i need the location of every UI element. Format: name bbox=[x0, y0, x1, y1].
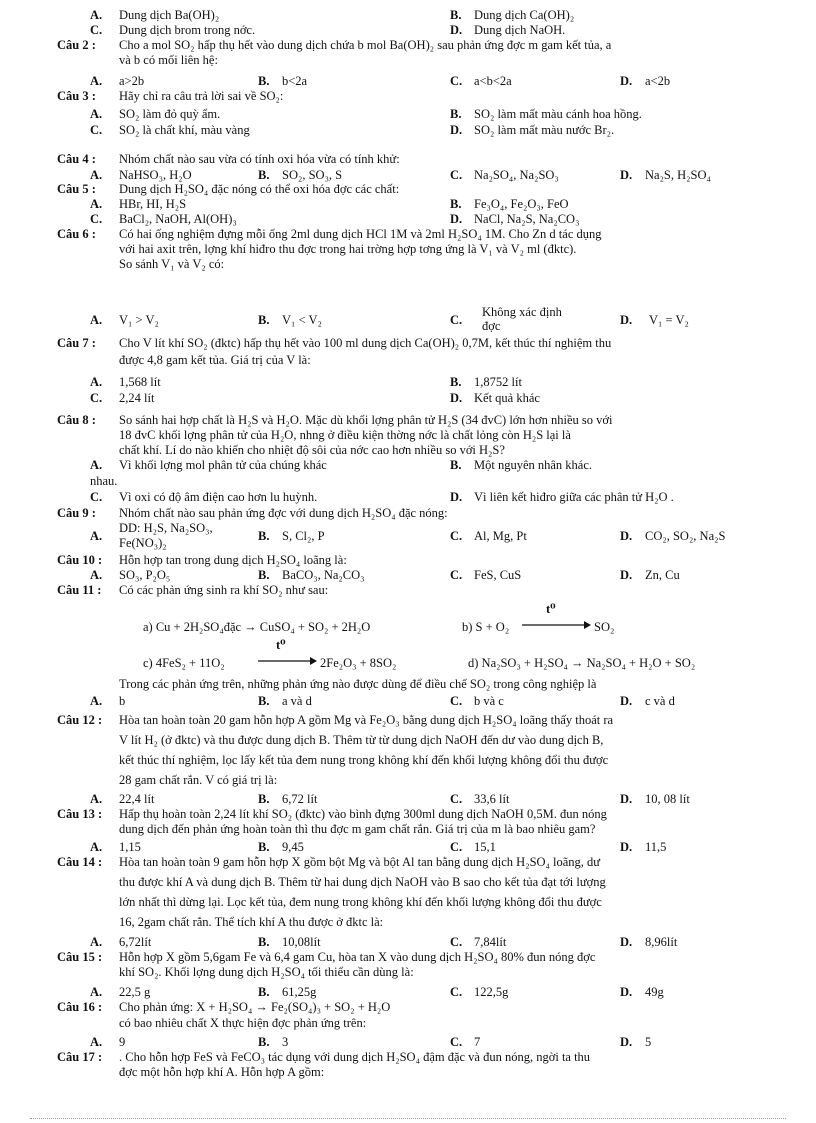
option-text: SO₂ là chất khí, màu vàng bbox=[119, 123, 250, 137]
option-label: B. bbox=[258, 694, 270, 708]
option-label: C. bbox=[450, 1035, 463, 1049]
option-text: SO₂, SO₃, S bbox=[282, 168, 343, 182]
option-text: BaCl₂, NaOH, Al(OH)₃ bbox=[119, 212, 237, 226]
question-text: được 4,8 gam kết tủa. Giá trị của V là: bbox=[119, 353, 311, 367]
option-label: D. bbox=[620, 568, 633, 582]
question-text: và b có mối liên hệ: bbox=[119, 53, 218, 67]
question-text: đợc một hỗn hợp khí A. Hỗn hợp A gồm: bbox=[119, 1065, 325, 1079]
option-text: a<2b bbox=[645, 74, 671, 88]
option-label: B. bbox=[258, 313, 270, 327]
option-label: A. bbox=[90, 168, 103, 182]
question-text: Hòa tan hoàn toàn 9 gam hỗn hợp X gồm bột Mg và bột Al tan bằng dung dịch H₂SO₄ loãng, dư bbox=[119, 855, 601, 869]
question-text: So sánh V₁ và V₂ có: bbox=[119, 257, 225, 271]
option-label: A. bbox=[90, 568, 103, 582]
option-label: B. bbox=[258, 1035, 270, 1049]
option-text: 1,568 lít bbox=[119, 375, 161, 389]
question-text: Hỗn hợp tan trong dung dịch H₂SO₄ loãng là: bbox=[119, 553, 347, 567]
question-number: Câu 17 : bbox=[57, 1050, 103, 1064]
option-text: S, Cl₂, P bbox=[282, 529, 325, 543]
option-text: SO₃, P₂O₅ bbox=[119, 568, 171, 582]
option-text: 5 bbox=[645, 1035, 652, 1049]
option-label: B. bbox=[258, 840, 270, 854]
option-label: A. bbox=[90, 107, 103, 121]
option-text: FeS, CuS bbox=[474, 568, 522, 582]
option-text: Không xác định bbox=[482, 305, 562, 319]
option-text: Al, Mg, Pt bbox=[474, 529, 527, 543]
option-text: 6,72 lít bbox=[282, 792, 318, 806]
option-label: C. bbox=[450, 168, 463, 182]
option-label: D. bbox=[450, 123, 463, 137]
question-text: với hai axit trên, lợng khí hiđro thu đợc trong hai trờng hợp tơng ứng là V₁ và V₂ ml (đktc). bbox=[119, 242, 577, 256]
option-label: B. bbox=[258, 985, 270, 999]
option-label: C. bbox=[450, 694, 463, 708]
option-text: a>2b bbox=[119, 74, 145, 88]
option-text: a và d bbox=[282, 694, 312, 708]
option-label: D. bbox=[620, 840, 633, 854]
option-text: Fe₃O₄, Fe₂O₃, FeO bbox=[474, 197, 569, 211]
question-number: Câu 6 : bbox=[57, 227, 96, 241]
option-text: Vì liên kết hiđro giữa các phân tử H₂O . bbox=[474, 490, 674, 504]
option-label: D. bbox=[620, 168, 633, 182]
option-label: C. bbox=[450, 529, 463, 543]
option-label: A. bbox=[90, 1035, 103, 1049]
option-label: B. bbox=[258, 935, 270, 949]
question-number: Câu 2 : bbox=[57, 38, 96, 52]
question-number: Câu 5 : bbox=[57, 182, 96, 196]
option-label: C. bbox=[450, 792, 463, 806]
option-text: NaCl, Na₂S, Na₂CO₃ bbox=[474, 212, 580, 226]
option-label: B. bbox=[258, 74, 270, 88]
option-text: Dung dịch NaOH. bbox=[474, 23, 566, 37]
option-text: Zn, Cu bbox=[645, 568, 680, 582]
option-text: 1,8752 lít bbox=[474, 375, 522, 389]
question-text: Hòa tan hoàn toàn 20 gam hỗn hợp A gồm Mg và Fe₂O₃ bằng dung dịch H₂SO₄ loãng thấy thoát ra bbox=[119, 713, 614, 727]
equation-b: b) S + O₂ bbox=[462, 620, 510, 634]
option-label: A. bbox=[90, 197, 103, 211]
option-text: Một nguyên nhân khác. bbox=[474, 458, 593, 472]
option-text: 15,1 bbox=[474, 840, 496, 854]
question-text: Hấp thụ hoàn toàn 2,24 lít khí SO₂ (đktc) vào bình đựng 300ml dung dịch NaOH 0,5M. đun nóng bbox=[119, 807, 607, 821]
question-text: Nhóm chất nào sau vừa có tính oxi hóa vừa có tính khử: bbox=[119, 152, 400, 166]
option-text: V₁ = V₂ bbox=[649, 313, 689, 327]
option-text: Vì khối lợng mol phân tử của chúng khác bbox=[119, 458, 327, 472]
option-text: Dung dịch brom trong nớc. bbox=[119, 23, 256, 37]
option-text: 6,72lít bbox=[119, 935, 152, 949]
option-label: D. bbox=[620, 985, 633, 999]
option-label: D. bbox=[450, 23, 463, 37]
option-text: Vì oxi có độ âm điện cao hơn lu huỳnh. bbox=[119, 490, 318, 504]
question-number: Câu 3 : bbox=[57, 89, 96, 103]
heating-label: t⁰ bbox=[546, 602, 556, 616]
option-label: B. bbox=[258, 568, 270, 582]
question-text: 16, 2gam chất rắn. Thể tích khí A thu được ở đktc là: bbox=[119, 915, 384, 929]
option-label: D. bbox=[620, 529, 633, 543]
option-label: B. bbox=[450, 458, 462, 472]
question-number: Câu 11 : bbox=[57, 583, 102, 597]
option-text: Na₂S, H₂SO₄ bbox=[645, 168, 711, 182]
option-text: SO₂ làm mất màu cánh hoa hồng. bbox=[474, 107, 642, 121]
option-text: 9,45 bbox=[282, 840, 304, 854]
option-label: A. bbox=[90, 985, 103, 999]
option-label: B. bbox=[258, 529, 270, 543]
option-label: D. bbox=[450, 391, 463, 405]
question-number: Câu 16 : bbox=[57, 1000, 103, 1014]
option-text: 7,84lít bbox=[474, 935, 507, 949]
question-text: có bao nhiêu chất X thực hiện đợc phản ứng trên: bbox=[119, 1016, 367, 1030]
question-number: Câu 15 : bbox=[57, 950, 103, 964]
question-number: Câu 8 : bbox=[57, 413, 96, 427]
option-label: B. bbox=[450, 375, 462, 389]
option-text: đợc bbox=[482, 319, 501, 333]
question-text: Cho V lít khí SO₂ (đktc) hấp thụ hết vào 100 ml dung dịch Ca(OH)₂ 0,7M, kết thúc thí nghiệm thu bbox=[119, 336, 612, 350]
question-number: Câu 9 : bbox=[57, 506, 96, 520]
question-text: Có hai ống nghiệm đựng mỗi ống 2ml dung dịch HCl 1M và 2ml H₂SO₄ 1M. Cho Zn d tác dụng bbox=[119, 227, 602, 241]
option-text: 10,08lít bbox=[282, 935, 321, 949]
option-text: NaHSO₃, H₂O bbox=[119, 168, 192, 182]
option-text: 22,5 g bbox=[119, 985, 151, 999]
option-text: c và d bbox=[645, 694, 675, 708]
option-label: C. bbox=[450, 985, 463, 999]
question-text: chất khí. Lí do nào khiến cho nhiệt độ sôi của nớc cao hơn nhiều so với H₂S? bbox=[119, 443, 505, 457]
option-text: SO₂ làm đỏ quỳ ẩm. bbox=[119, 107, 221, 121]
question-text: . Cho hỗn hợp FeS và FeCO₃ tác dụng với dung dịch H₂SO₄ đậm đặc và đun nóng, ngời ta thu bbox=[119, 1050, 591, 1064]
option-text: b bbox=[119, 694, 126, 708]
question-text: khí SO₂. Khối lợng dung dịch H₂SO₄ tối thiểu cần dùng là: bbox=[119, 965, 414, 979]
option-text: 2,24 lít bbox=[119, 391, 155, 405]
option-label: C. bbox=[450, 74, 463, 88]
question-number: Câu 10 : bbox=[57, 553, 103, 567]
option-label: A. bbox=[90, 935, 103, 949]
option-label: B. bbox=[258, 168, 270, 182]
option-label: D. bbox=[620, 1035, 633, 1049]
option-text: a<b<2a bbox=[474, 74, 512, 88]
option-text: Dung dịch Ba(OH)₂ bbox=[119, 8, 220, 22]
option-text: CO₂, SO₂, Na₂S bbox=[645, 529, 726, 543]
question-text: thu được khí A và dung dịch B. Thêm từ hai dung dịch NaOH vào B sao cho kết tủa đạt tới lượng bbox=[119, 875, 606, 889]
option-label: D. bbox=[620, 74, 633, 88]
option-text: 1,15 bbox=[119, 840, 141, 854]
question-text: Cho a mol SO₂ hấp thụ hết vào dung dịch chứa b mol Ba(OH)₂ sau phản ứng đợc m gam kết tủa, a bbox=[119, 38, 612, 52]
option-label: C. bbox=[90, 23, 103, 37]
option-text: 33,6 lít bbox=[474, 792, 510, 806]
option-text: b<2a bbox=[282, 74, 308, 88]
option-label: A. bbox=[90, 313, 103, 327]
option-label: D. bbox=[450, 212, 463, 226]
option-label: A. bbox=[90, 8, 103, 22]
option-label: A. bbox=[90, 792, 103, 806]
option-text: 8,96lít bbox=[645, 935, 678, 949]
option-label: C. bbox=[450, 935, 463, 949]
option-label: A. bbox=[90, 840, 103, 854]
option-text: BaCO₃, Na₂CO₃ bbox=[282, 568, 365, 582]
option-text: b và c bbox=[474, 694, 504, 708]
option-text: SO₂ làm mất màu nước Br₂. bbox=[474, 123, 615, 137]
question-text: 18 đvC khối lợng phân tử của H₂O, nhng ở điều kiện thờng nớc là chất lỏng còn H₂S lại là bbox=[119, 428, 571, 442]
option-text: 11,5 bbox=[645, 840, 667, 854]
question-number: Câu 13 : bbox=[57, 807, 103, 821]
option-text: 49g bbox=[645, 985, 664, 999]
question-text: V lít H₂ (ở đktc) và thu được dung dịch B. Thêm từ từ dung dịch NaOH đến dư vào dung dịch B, bbox=[119, 733, 604, 747]
question-text: Dung dịch H₂SO₄ đặc nóng có thể oxi hóa đợc các chất: bbox=[119, 182, 400, 196]
reaction-arrow bbox=[256, 642, 318, 669]
question-number: Câu 14 : bbox=[57, 855, 103, 869]
option-text: 10, 08 lít bbox=[645, 792, 690, 806]
option-text: Kết quả khác bbox=[474, 391, 540, 405]
option-label: D. bbox=[620, 694, 633, 708]
option-label: D. bbox=[620, 935, 633, 949]
equation-a: a) Cu + 2H₂SO₄đặc → CuSO₄ + SO₂ + 2H₂O bbox=[143, 620, 371, 634]
option-text: 9 bbox=[119, 1035, 126, 1049]
equation-b-product: SO₂ bbox=[594, 620, 615, 634]
option-label: C. bbox=[450, 840, 463, 854]
option-label: D. bbox=[620, 792, 633, 806]
question-number: Câu 12 : bbox=[57, 713, 103, 727]
heating-label: t⁰ bbox=[276, 638, 286, 652]
option-text: 61,25g bbox=[282, 985, 317, 999]
question-text: lớn nhất thì dừng lại. Lọc kết tủa, đem nung trong không khí đến khối lượng không đổi thu được bbox=[119, 895, 602, 909]
option-label: C. bbox=[90, 123, 103, 137]
question-text: Nhóm chất nào sau phản ứng đợc với dung dịch H₂SO₄ đặc nóng: bbox=[119, 506, 448, 520]
option-label: C. bbox=[450, 313, 463, 327]
option-text: 7 bbox=[474, 1035, 481, 1049]
question-text: Cho phản ứng: X + H₂SO₄ → Fe₂(SO₄)₃ + SO₂ + H₂O bbox=[119, 1000, 391, 1014]
option-text: nhau. bbox=[90, 474, 118, 488]
equation-c-product: 2Fe₂O₃ + 8SO₂ bbox=[320, 656, 397, 670]
option-text: HBr, HI, H₂S bbox=[119, 197, 187, 211]
question-text: kết thúc thí nghiệm, lọc lấy kết tủa đem nung trong không khí đến khối lượng không đổi thu được bbox=[119, 753, 609, 767]
question-number: Câu 4 : bbox=[57, 152, 96, 166]
option-label: D. bbox=[450, 490, 463, 504]
option-label: C. bbox=[90, 212, 103, 226]
question-text: Trong các phản ứng trên, những phản ứng nào được dùng để điều chế SO₂ trong công nghiệp là bbox=[119, 677, 597, 691]
option-text: V₁ < V₂ bbox=[282, 313, 322, 327]
option-text: V₁ > V₂ bbox=[119, 313, 159, 327]
option-label: C. bbox=[90, 391, 103, 405]
question-text: Hãy chỉ ra câu trả lời sai về SO₂: bbox=[119, 89, 284, 103]
option-label: D. bbox=[620, 313, 633, 327]
question-text: 28 gam chất rắn. V có giá trị là: bbox=[119, 773, 278, 787]
option-label: B. bbox=[450, 107, 462, 121]
option-text: 22,4 lít bbox=[119, 792, 155, 806]
option-label: B. bbox=[450, 197, 462, 211]
option-label: A. bbox=[90, 694, 103, 708]
option-text: DD: H₂S, Na₂SO₃, bbox=[119, 521, 213, 535]
option-label: A. bbox=[90, 375, 103, 389]
option-text: Dung dịch Ca(OH)₂ bbox=[474, 8, 575, 22]
option-label: B. bbox=[258, 792, 270, 806]
equation-d: d) Na₂SO₃ + H₂SO₄ → Na₂SO₄ + H₂O + SO₂ bbox=[468, 656, 696, 670]
question-text: Hỗn hợp X gồm 5,6gam Fe và 6,4 gam Cu, hòa tan X vào dung dịch H₂SO₄ 80% đun nóng đợc bbox=[119, 950, 596, 964]
reaction-arrow bbox=[520, 606, 592, 633]
option-label: A. bbox=[90, 458, 103, 472]
question-number: Câu 7 : bbox=[57, 336, 96, 350]
page-bottom-rule bbox=[30, 1118, 786, 1119]
question-text: So sánh hai hợp chất là H₂S và H₂O. Mặc dù khối lợng phân tử H₂S (34 đvC) lớn hơn nhiều so với bbox=[119, 413, 613, 427]
option-label: C. bbox=[90, 490, 103, 504]
option-text: 122,5g bbox=[474, 985, 509, 999]
option-label: A. bbox=[90, 74, 103, 88]
option-text: Na₂SO₄, Na₂SO₃ bbox=[474, 168, 559, 182]
question-text: dung dịch đến phản ứng hoàn toàn thì thu đợc m gam chất rắn. Giá trị của m là bao nhiêu gam? bbox=[119, 822, 596, 836]
option-label: B. bbox=[450, 8, 462, 22]
question-text: Có các phản ứng sinh ra khí SO₂ như sau: bbox=[119, 583, 329, 597]
option-text: 3 bbox=[282, 1035, 289, 1049]
option-label: C. bbox=[450, 568, 463, 582]
option-label: A. bbox=[90, 529, 103, 543]
equation-c: c) 4FeS₂ + 11O₂ bbox=[143, 656, 225, 670]
option-text: Fe(NO₃)₂ bbox=[119, 536, 167, 550]
